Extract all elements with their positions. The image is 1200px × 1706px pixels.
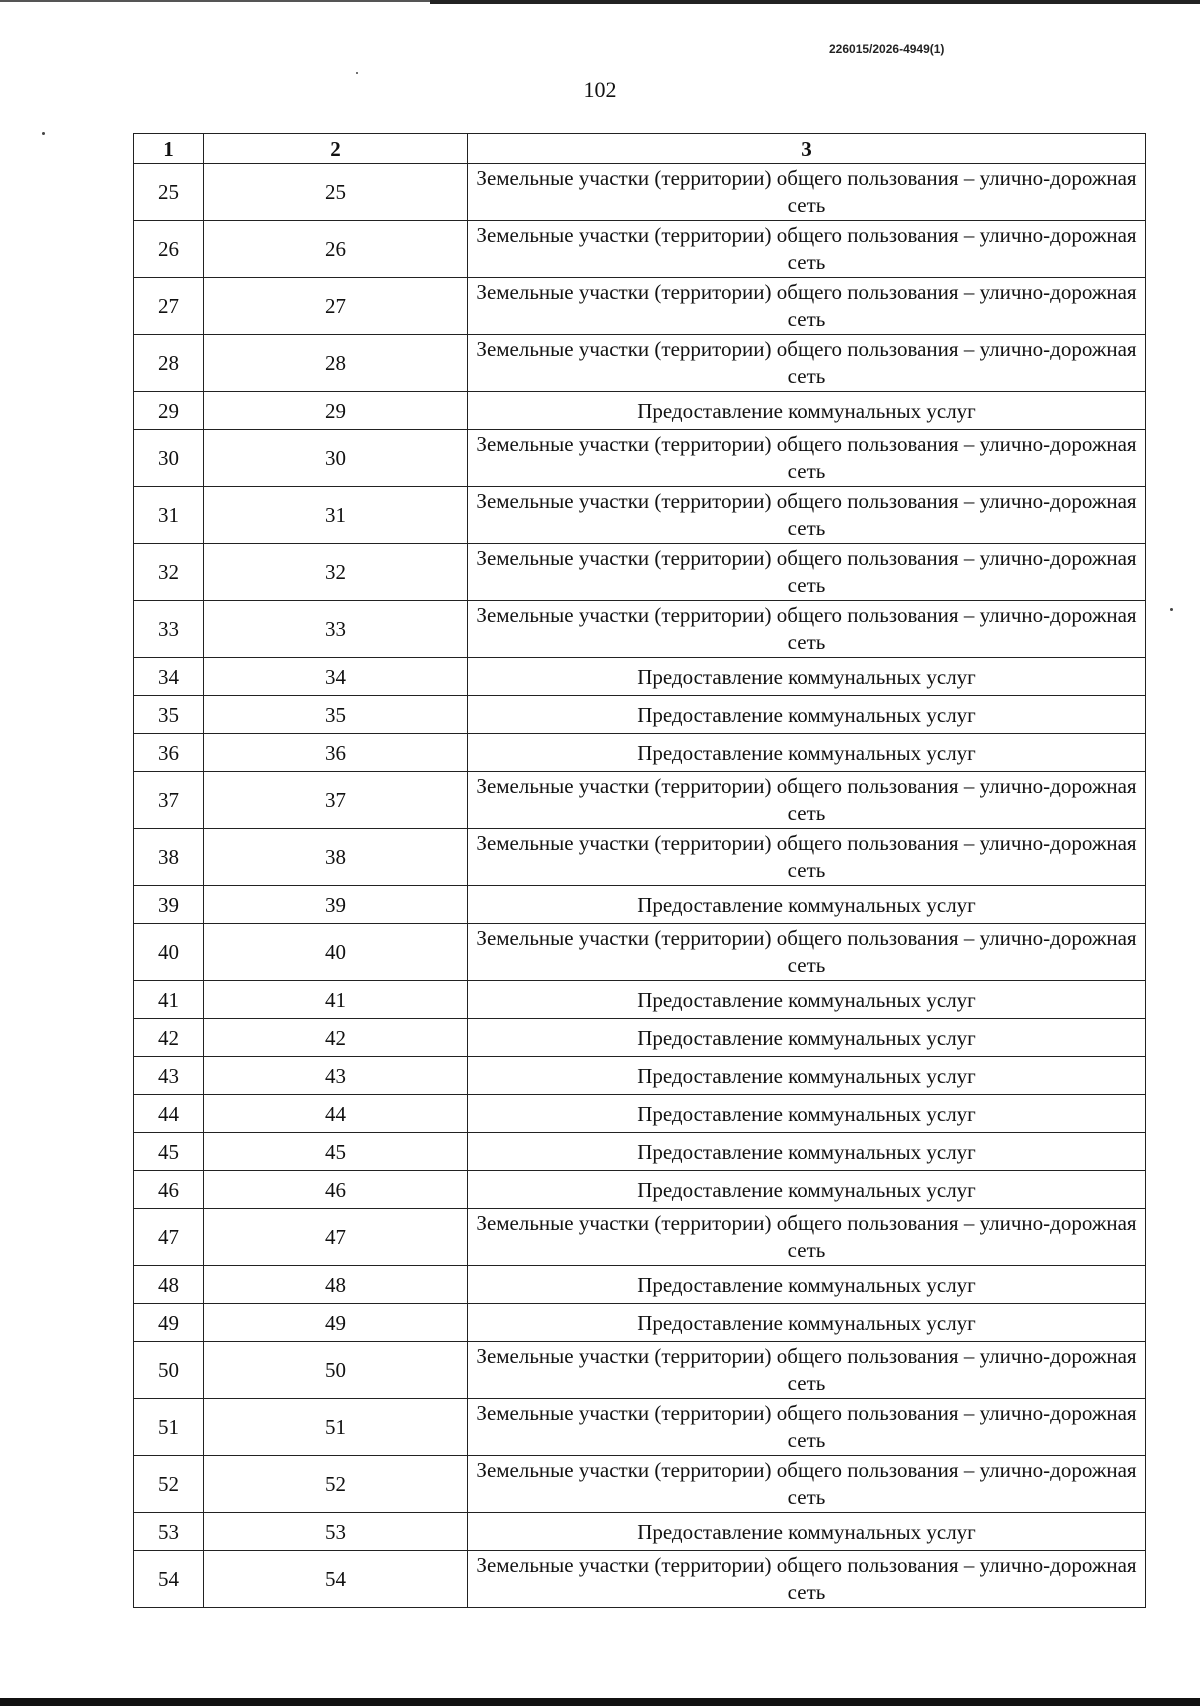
- table-cell-col3: Земельные участки (территории) общего пользования – улично-дорожная сеть: [468, 544, 1146, 601]
- table-cell-col2: 25: [204, 164, 468, 221]
- table-cell-col1: 29: [134, 392, 204, 430]
- table-cell-col2: 44: [204, 1095, 468, 1133]
- column-header-3: 3: [468, 134, 1146, 164]
- table-cell-col2: 27: [204, 278, 468, 335]
- table-row: [134, 1304, 1146, 1342]
- table-row: [134, 1266, 1146, 1304]
- page-number: 102: [583, 77, 617, 102]
- table-row: [134, 1342, 1146, 1399]
- table-cell-col2: 46: [204, 1171, 468, 1209]
- table-cell-col2: 54: [204, 1551, 468, 1608]
- table-cell-col3: Предоставление коммунальных услуг: [468, 1095, 1146, 1133]
- table-row: [134, 430, 1146, 487]
- table-cell-col2: 35: [204, 696, 468, 734]
- table-row: [134, 278, 1146, 335]
- table-cell-col1: 52: [134, 1456, 204, 1513]
- table-cell-col1: 54: [134, 1551, 204, 1608]
- table-row: [134, 658, 1146, 696]
- table-row: [134, 1551, 1146, 1608]
- table-cell-col2: 42: [204, 1019, 468, 1057]
- table-cell-col1: 25: [134, 164, 204, 221]
- table-cell-col1: 36: [134, 734, 204, 772]
- column-header-1: 1: [134, 134, 204, 164]
- table-cell-col3: Земельные участки (территории) общего пользования – улично-дорожная сеть: [468, 221, 1146, 278]
- table-cell-col3: Земельные участки (территории) общего пользования – улично-дорожная сеть: [468, 164, 1146, 221]
- table-cell-col3: Земельные участки (территории) общего пользования – улично-дорожная сеть: [468, 924, 1146, 981]
- table-row: [134, 1399, 1146, 1456]
- table-cell-col2: 52: [204, 1456, 468, 1513]
- table-row: [134, 696, 1146, 734]
- scan-speck: [1170, 608, 1173, 611]
- table-row: [134, 392, 1146, 430]
- table-cell-col1: 45: [134, 1133, 204, 1171]
- table-cell-col1: 35: [134, 696, 204, 734]
- table-cell-col1: 32: [134, 544, 204, 601]
- table-cell-col1: 38: [134, 829, 204, 886]
- table-row: [134, 1209, 1146, 1266]
- table-cell-col3: Земельные участки (территории) общего пользования – улично-дорожная сеть: [468, 829, 1146, 886]
- table-cell-col3: Земельные участки (территории) общего пользования – улично-дорожная сеть: [468, 430, 1146, 487]
- table-cell-col3: Предоставление коммунальных услуг: [468, 392, 1146, 430]
- table-cell-col2: 51: [204, 1399, 468, 1456]
- table-row: [134, 487, 1146, 544]
- table-cell-col2: 39: [204, 886, 468, 924]
- table-cell-col1: 37: [134, 772, 204, 829]
- table-row: [134, 886, 1146, 924]
- table-cell-col3: Предоставление коммунальных услуг: [468, 1171, 1146, 1209]
- table-row: [134, 1513, 1146, 1551]
- table-cell-col3: Земельные участки (территории) общего пользования – улично-дорожная сеть: [468, 278, 1146, 335]
- table-row: [134, 1095, 1146, 1133]
- table-row: [134, 924, 1146, 981]
- table-row: [134, 1057, 1146, 1095]
- table-cell-col1: 33: [134, 601, 204, 658]
- table-row: [134, 544, 1146, 601]
- table-cell-col3: Земельные участки (территории) общего пользования – улично-дорожная сеть: [468, 601, 1146, 658]
- scan-speck: [356, 72, 358, 74]
- table-cell-col3: Земельные участки (территории) общего пользования – улично-дорожная сеть: [468, 1209, 1146, 1266]
- table-cell-col1: 27: [134, 278, 204, 335]
- table-cell-col2: 38: [204, 829, 468, 886]
- table-cell-col1: 40: [134, 924, 204, 981]
- scan-edge-bottom: [0, 1698, 1200, 1706]
- table-cell-col2: 48: [204, 1266, 468, 1304]
- table-cell-col2: 41: [204, 981, 468, 1019]
- table-cell-col3: Земельные участки (территории) общего пользования – улично-дорожная сеть: [468, 1399, 1146, 1456]
- table-cell-col1: 44: [134, 1095, 204, 1133]
- table-cell-col1: 49: [134, 1304, 204, 1342]
- table-row: [134, 164, 1146, 221]
- table-cell-col3: Предоставление коммунальных услуг: [468, 696, 1146, 734]
- table-cell-col3: Предоставление коммунальных услуг: [468, 734, 1146, 772]
- table-cell-col3: Предоставление коммунальных услуг: [468, 1266, 1146, 1304]
- table-cell-col2: 31: [204, 487, 468, 544]
- table-cell-col2: 49: [204, 1304, 468, 1342]
- table-cell-col3: Предоставление коммунальных услуг: [468, 886, 1146, 924]
- table-cell-col3: Земельные участки (территории) общего пользования – улично-дорожная сеть: [468, 1551, 1146, 1608]
- table-cell-col3: Предоставление коммунальных услуг: [468, 981, 1146, 1019]
- table-cell-col1: 39: [134, 886, 204, 924]
- table-cell-col2: 53: [204, 1513, 468, 1551]
- table-row: [134, 335, 1146, 392]
- table-cell-col2: 33: [204, 601, 468, 658]
- data-table: [133, 133, 1146, 1608]
- document-id: 226015/2026-4949(1): [829, 42, 945, 56]
- table-cell-col1: 31: [134, 487, 204, 544]
- table-row: [134, 1019, 1146, 1057]
- table-cell-col3: Предоставление коммунальных услуг: [468, 1513, 1146, 1551]
- table-cell-col3: Предоставление коммунальных услуг: [468, 1304, 1146, 1342]
- table-cell-col1: 43: [134, 1057, 204, 1095]
- table-cell-col2: 26: [204, 221, 468, 278]
- table-cell-col1: 50: [134, 1342, 204, 1399]
- table-cell-col2: 50: [204, 1342, 468, 1399]
- table-cell-col3: Земельные участки (территории) общего пользования – улично-дорожная сеть: [468, 1456, 1146, 1513]
- table-row: [134, 981, 1146, 1019]
- table-row: [134, 829, 1146, 886]
- table-cell-col2: 45: [204, 1133, 468, 1171]
- table-cell-col2: 40: [204, 924, 468, 981]
- table-cell-col2: 43: [204, 1057, 468, 1095]
- table-cell-col1: 48: [134, 1266, 204, 1304]
- column-header-2: 2: [204, 134, 468, 164]
- table-cell-col3: Земельные участки (территории) общего пользования – улично-дорожная сеть: [468, 487, 1146, 544]
- table-header-row: [134, 134, 1146, 164]
- table-cell-col3: Предоставление коммунальных услуг: [468, 1019, 1146, 1057]
- table-cell-col1: 53: [134, 1513, 204, 1551]
- table-row: [134, 601, 1146, 658]
- table-row: [134, 221, 1146, 278]
- table-cell-col2: 32: [204, 544, 468, 601]
- table-body: [134, 164, 1146, 1608]
- table-row: [134, 734, 1146, 772]
- table-cell-col3: Земельные участки (территории) общего пользования – улично-дорожная сеть: [468, 772, 1146, 829]
- table-cell-col2: 37: [204, 772, 468, 829]
- scan-speck: [42, 132, 45, 135]
- table-cell-col1: 41: [134, 981, 204, 1019]
- table-cell-col3: Предоставление коммунальных услуг: [468, 1133, 1146, 1171]
- table-cell-col3: Предоставление коммунальных услуг: [468, 658, 1146, 696]
- table-cell-col1: 51: [134, 1399, 204, 1456]
- table-cell-col1: 46: [134, 1171, 204, 1209]
- table-cell-col2: 34: [204, 658, 468, 696]
- table-cell-col3: Земельные участки (территории) общего пользования – улично-дорожная сеть: [468, 1342, 1146, 1399]
- table-cell-col2: 28: [204, 335, 468, 392]
- table-cell-col3: Предоставление коммунальных услуг: [468, 1057, 1146, 1095]
- table-cell-col2: 36: [204, 734, 468, 772]
- table-row: [134, 1133, 1146, 1171]
- table-row: [134, 772, 1146, 829]
- table-row: [134, 1171, 1146, 1209]
- table-cell-col1: 30: [134, 430, 204, 487]
- table-cell-col1: 26: [134, 221, 204, 278]
- table-cell-col2: 29: [204, 392, 468, 430]
- table-cell-col1: 28: [134, 335, 204, 392]
- scan-edge-top-dark: [430, 0, 1200, 4]
- table-cell-col3: Земельные участки (территории) общего пользования – улично-дорожная сеть: [468, 335, 1146, 392]
- table-cell-col1: 42: [134, 1019, 204, 1057]
- table-cell-col2: 47: [204, 1209, 468, 1266]
- table-cell-col1: 47: [134, 1209, 204, 1266]
- table-cell-col1: 34: [134, 658, 204, 696]
- table-row: [134, 1456, 1146, 1513]
- table-cell-col2: 30: [204, 430, 468, 487]
